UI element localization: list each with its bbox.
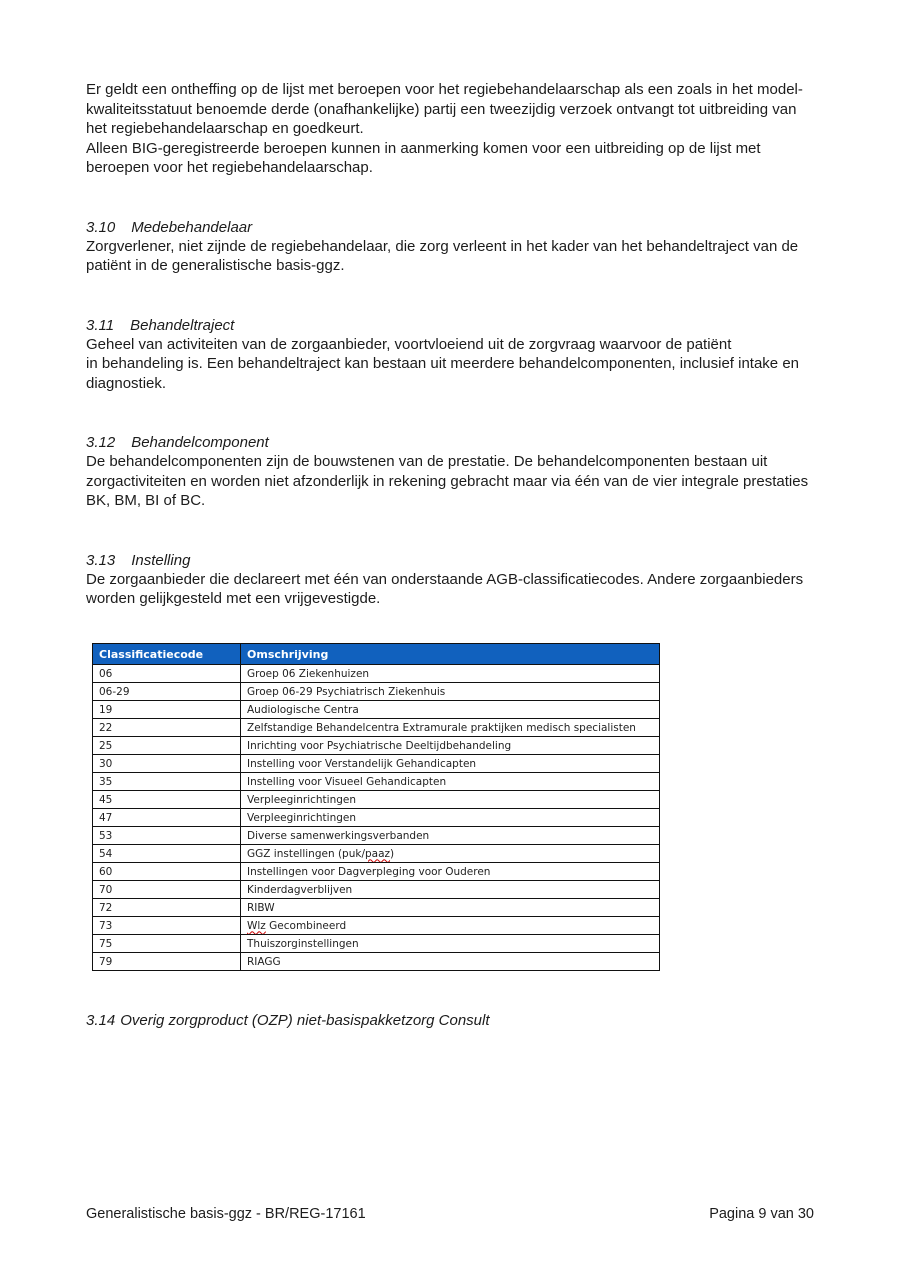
cell-classificatiecode: 45 xyxy=(93,790,241,808)
table-row xyxy=(93,844,660,862)
cell-omschrijving: Verpleeginrichtingen xyxy=(241,808,660,826)
cell-omschrijving: Kinderdagverblijven xyxy=(241,880,660,898)
column-header-omschrijving: Omschrijving xyxy=(241,643,660,664)
cell-omschrijving: RIBW xyxy=(241,898,660,916)
cell-classificatiecode: 60 xyxy=(93,862,241,880)
cell-classificatiecode: 25 xyxy=(93,736,241,754)
section-number: 3.11 xyxy=(86,316,115,334)
section-title: Behandeltraject xyxy=(130,316,235,334)
section-body-3-11-part2: in behandeling is. Een behandeltraject kan bestaan uit meerdere behandelcomponenten, inclusief intake en diagnostiek. xyxy=(86,355,799,392)
cell-classificatiecode: 54 xyxy=(93,844,241,862)
table-row xyxy=(93,934,660,952)
section-title: Instelling xyxy=(131,551,191,569)
section-body-3-11-part1: Geheel van activiteiten van de zorgaanbieder, voortvloeiend uit de zorgvraag waarvoor de patiënt xyxy=(86,335,732,353)
spellcheck-marked-word: paaz xyxy=(364,847,391,860)
cell-classificatiecode: 22 xyxy=(93,718,241,736)
spellcheck-marked-word: Wlz xyxy=(247,919,266,932)
cell-omschrijving: Diverse samenwerkingsverbanden xyxy=(241,826,660,844)
intro-paragraph-2: Alleen BIG-geregistreerde beroepen kunnen in aanmerking komen voor een uitbreiding op de lijst met beroepen voor het regiebehandelaarschap. xyxy=(86,139,761,176)
table-row xyxy=(93,772,660,790)
cell-classificatiecode: 72 xyxy=(93,898,241,916)
section-body-3-10: Zorgverlener, niet zijnde de regiebehandelaar, die zorg verleent in het kader van het behandeltraject van de patiënt in de generalistische basis-ggz. xyxy=(86,237,799,274)
section-heading-3-11 xyxy=(86,316,816,335)
cell-omschrijving: Instelling voor Visueel Gehandicapten xyxy=(241,772,660,790)
cell-omschrijving: Verpleeginrichtingen xyxy=(241,790,660,808)
table-row xyxy=(93,826,660,844)
table-header-row xyxy=(93,643,660,664)
table-row xyxy=(93,682,660,700)
section-heading-3-14 xyxy=(86,1011,816,1030)
cell-omschrijving: Audiologische Centra xyxy=(241,700,660,718)
table-row xyxy=(93,700,660,718)
cell-omschrijving: Instellingen voor Dagverpleging voor Ouderen xyxy=(241,862,660,880)
intro-paragraph-1: Er geldt een ontheffing op de lijst met beroepen voor het regiebehandelaarschap als een zoals in het model-kwaliteitsstatuut benoemde derde (onafhankelijke) partij een tweezijdig verzoek ontvangt tot uitbreiding van het regiebehandelaarschap en goedkeurt. xyxy=(86,81,803,137)
cell-omschrijving: Groep 06 Ziekenhuizen xyxy=(241,664,660,682)
footer-page-number: Pagina 9 van 30 xyxy=(709,1206,814,1222)
cell-classificatiecode: 06-29 xyxy=(93,682,241,700)
cell-omschrijving: Zelfstandige Behandelcentra Extramurale praktijken medisch specialisten xyxy=(241,718,660,736)
document-content xyxy=(86,80,816,1030)
section-title: Behandelcomponent xyxy=(131,434,269,451)
cell-omschrijving: Instelling voor Verstandelijk Gehandicapten xyxy=(241,754,660,772)
section-title: Medebehandelaar xyxy=(131,218,253,236)
classification-table xyxy=(92,643,660,971)
cell-omschrijving: GGZ instellingen (puk/paaz) xyxy=(241,844,660,862)
section-body-3-12: De behandelcomponenten zijn de bouwstenen van de prestatie. De behandelcomponenten bestaan uit zorgactiviteiten en worden niet afzonderlijk in rekening gebracht maar via één van de vier integrale prestaties BK, BM, BI of BC. xyxy=(86,453,809,509)
classification-table-body xyxy=(93,664,660,970)
cell-omschrijving: Inrichting voor Psychiatrische Deeltijdbehandeling xyxy=(241,736,660,754)
cell-omschrijving: RIAGG xyxy=(241,952,660,970)
column-header-classificatiecode: Classificatiecode xyxy=(93,643,241,664)
cell-classificatiecode: 75 xyxy=(93,934,241,952)
cell-classificatiecode: 53 xyxy=(93,826,241,844)
cell-omschrijving: Wlz Gecombineerd xyxy=(241,916,660,934)
section-heading-3-13 xyxy=(86,551,816,570)
table-row xyxy=(93,916,660,934)
cell-classificatiecode: 19 xyxy=(93,700,241,718)
cell-omschrijving: Groep 06-29 Psychiatrisch Ziekenhuis xyxy=(241,682,660,700)
cell-classificatiecode: 30 xyxy=(93,754,241,772)
section-number: 3.12 xyxy=(86,434,116,451)
table-row xyxy=(93,718,660,736)
cell-classificatiecode: 79 xyxy=(93,952,241,970)
cell-classificatiecode: 06 xyxy=(93,664,241,682)
table-row xyxy=(93,664,660,682)
table-row xyxy=(93,754,660,772)
section-number: 3.10 xyxy=(86,218,116,236)
section-heading-3-12 xyxy=(86,433,816,452)
table-row xyxy=(93,862,660,880)
section-number: 3.14 xyxy=(86,1011,116,1029)
table-row xyxy=(93,898,660,916)
table-row xyxy=(93,880,660,898)
cell-omschrijving: Thuiszorginstellingen xyxy=(241,934,660,952)
section-body-3-13: De zorgaanbieder die declareert met één van onderstaande AGB-classificatiecodes. Andere zorgaanbieders worden gelijkgesteld met een vrijgevestigde. xyxy=(86,570,804,607)
page-footer xyxy=(86,1206,814,1222)
section-heading-3-10 xyxy=(86,218,816,237)
table-row xyxy=(93,736,660,754)
table-row xyxy=(93,808,660,826)
cell-classificatiecode: 73 xyxy=(93,916,241,934)
cell-classificatiecode: 70 xyxy=(93,880,241,898)
cell-classificatiecode: 47 xyxy=(93,808,241,826)
cell-classificatiecode: 35 xyxy=(93,772,241,790)
section-number: 3.13 xyxy=(86,551,116,569)
table-row xyxy=(93,790,660,808)
table-row xyxy=(93,952,660,970)
section-title: Overig zorgproduct (OZP) niet-basispakketzorg Consult xyxy=(120,1011,490,1029)
footer-document-reference: Generalistische basis-ggz - BR/REG-17161 xyxy=(86,1206,366,1222)
